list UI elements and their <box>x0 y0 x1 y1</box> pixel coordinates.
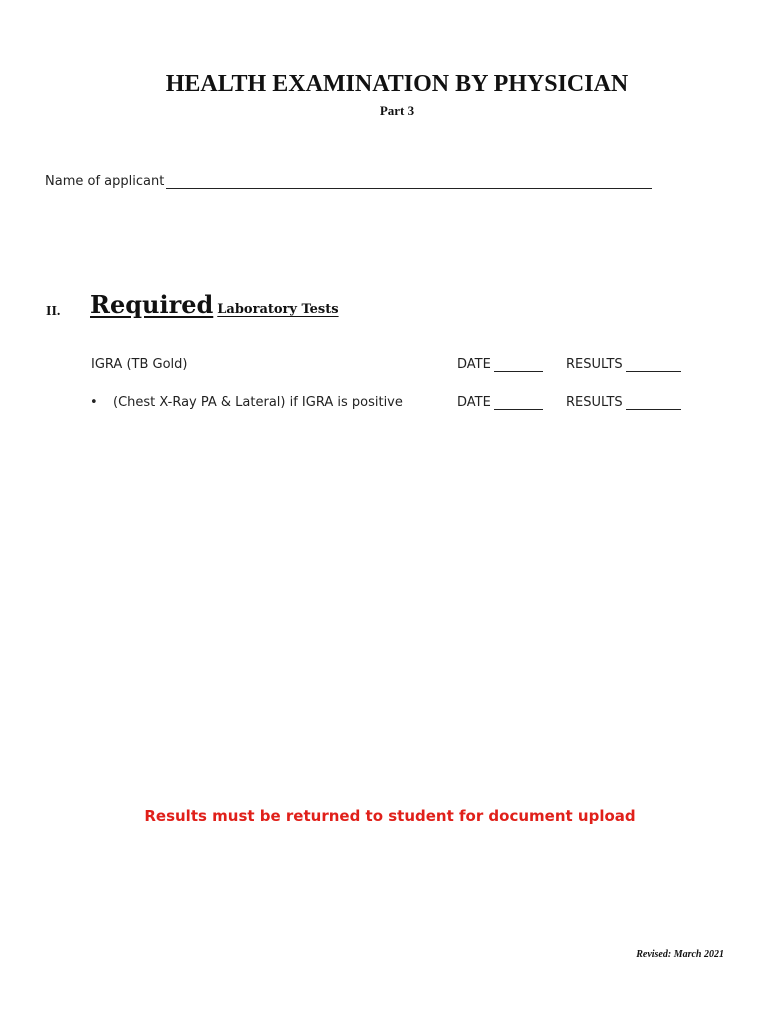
applicant-name-label: Name of applicant <box>45 174 165 189</box>
bullet-icon: • <box>90 395 98 410</box>
test-name: IGRA (TB Gold) <box>91 357 188 372</box>
document-subtitle: Part 3 <box>379 103 415 118</box>
results-label: RESULTS <box>566 395 623 410</box>
upload-notice: Results must be returned to student for document upload <box>144 807 636 825</box>
section-heading-small: Laboratory Tests <box>217 302 339 317</box>
date-field <box>457 357 543 372</box>
date-blank[interactable] <box>494 357 543 372</box>
section-number: II. <box>46 304 61 319</box>
section-heading-large: Required <box>90 290 214 319</box>
document-title: HEALTH EXAMINATION BY PHYSICIAN <box>165 71 629 97</box>
results-field <box>566 395 681 410</box>
date-field <box>457 395 543 410</box>
date-label: DATE <box>457 395 491 410</box>
results-blank[interactable] <box>626 357 681 372</box>
applicant-name-field[interactable] <box>166 173 652 189</box>
results-field <box>566 357 681 372</box>
test-name: (Chest X-Ray PA & Lateral) if IGRA is positive <box>113 395 403 410</box>
date-blank[interactable] <box>494 395 543 410</box>
test-row-chest-xray <box>0 395 770 415</box>
revision-date: Revised: March 2021 <box>636 949 724 960</box>
applicant-name-row <box>45 173 652 189</box>
section-heading <box>90 290 339 319</box>
results-blank[interactable] <box>626 395 681 410</box>
results-label: RESULTS <box>566 357 623 372</box>
date-label: DATE <box>457 357 491 372</box>
test-row-igra <box>0 357 770 377</box>
